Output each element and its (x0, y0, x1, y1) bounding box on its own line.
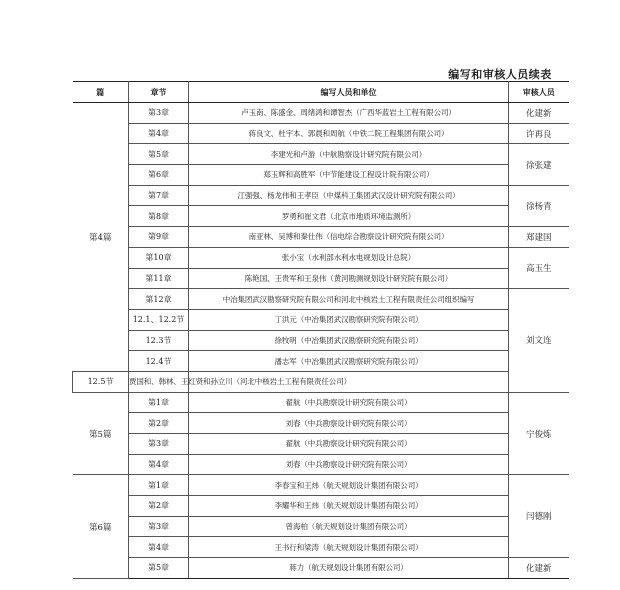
authors-cell: 徐牧明（中冶集团武汉勘察研究院有限公司） (189, 330, 509, 351)
reviewer-cell: 徐杨青 (509, 185, 569, 226)
table-row (73, 123, 569, 144)
table-row (73, 413, 569, 434)
authors-cell: 潘志军（中冶集团武汉勘察研究院有限公司） (189, 351, 509, 372)
reviewer-cell: 徐张建 (509, 144, 569, 185)
authors-cell: 郑玉辉和高胜军（中节能建设工程设计院有限公司） (189, 165, 509, 186)
authors-cell: 曾海柏（航天规划设计集团有限公司） (189, 516, 509, 537)
header-chapter: 章节 (129, 82, 189, 103)
authors-cell: 翟航（中兵勘察设计研究院有限公司） (189, 392, 509, 413)
chapter-cell: 第8章 (129, 206, 189, 227)
chapter-cell: 第9章 (129, 227, 189, 248)
authors-cell: 丁洪元（中冶集团武汉勘察研究院有限公司） (189, 309, 509, 330)
chapter-cell: 第3章 (129, 516, 189, 537)
chapter-cell: 第7章 (129, 185, 189, 206)
table-row (73, 247, 569, 268)
chapter-cell: 第6章 (129, 165, 189, 186)
authors-cell: 李春宝和王炜（航天规划设计集团有限公司） (189, 475, 509, 496)
reviewer-cell: 高玉生 (509, 247, 569, 288)
authors-cell: 贾国和、韩林、王红贤和孙立川（河北中核岩土工程有限责任公司） (129, 371, 189, 392)
table-row (73, 537, 569, 558)
reviewer-cell: 许再良 (509, 123, 569, 144)
part-cell: 第6篇 (73, 475, 129, 578)
chapter-cell: 第5章 (129, 558, 189, 579)
authors-cell: 江强强、杨龙伟和王孝臣（中煤科工集团武汉设计研究院有限公司） (189, 185, 509, 206)
table-row (73, 206, 569, 227)
table-row (73, 475, 569, 496)
table-body (73, 103, 569, 579)
authors-cell: 刘春（中兵勘察设计研究院有限公司） (189, 413, 509, 434)
chapter-cell: 第5章 (129, 144, 189, 165)
authors-cell: 卢玉南、陈盛金、周绪鸿和谭智杰（广西华蓝岩土工程有限公司） (189, 103, 509, 124)
chapter-cell: 12.5节 (73, 371, 129, 392)
chapter-cell: 第1章 (129, 392, 189, 413)
table-row (73, 289, 569, 310)
table-row (73, 516, 569, 537)
authors-cell: 翟航（中兵勘察设计研究院有限公司） (189, 434, 509, 455)
chapter-cell: 第12章 (129, 289, 189, 310)
authors-cell: 中冶集团武汉勘察研究院有限公司和河北中核岩土工程有限责任公司组织编写 (189, 289, 509, 310)
header-reviewer: 审核人员 (509, 82, 569, 103)
part-cell: 第5篇 (73, 392, 129, 475)
table-row (73, 165, 569, 186)
chapter-cell: 第4章 (129, 454, 189, 475)
authors-cell: 李耀华和王炜（航天规划设计集团有限公司） (189, 496, 509, 517)
chapter-cell: 第10章 (129, 247, 189, 268)
chapter-cell: 第2章 (129, 496, 189, 517)
table-row (73, 144, 569, 165)
table-row (73, 309, 569, 330)
chapter-cell: 12.3节 (129, 330, 189, 351)
authors-cell: 李建光和卢游（中航勘察设计研究院有限公司） (189, 144, 509, 165)
table-row (73, 351, 569, 372)
table-row (73, 103, 569, 124)
header-authors: 编写人员和单位 (189, 82, 509, 103)
table-row (73, 268, 569, 289)
table-row (73, 496, 569, 517)
table-header (73, 82, 569, 103)
chapter-cell: 12.4节 (129, 351, 189, 372)
authors-cell: 南亚林、吴博和秦仕伟（信电综合勘察设计研究院有限公司） (189, 227, 509, 248)
chapter-cell: 第1章 (129, 475, 189, 496)
part-cell: 第4篇 (73, 103, 129, 372)
table-row (73, 392, 569, 413)
reviewer-cell: 化建新 (509, 558, 569, 579)
authors-cell: 陈艳国、王贵军和王泉伟（黄河勘测规划设计研究院有限公司） (189, 268, 509, 289)
chapter-cell: 第11章 (129, 268, 189, 289)
table-row (73, 185, 569, 206)
chapter-cell: 第3章 (129, 103, 189, 124)
reviewer-cell: 刘文连 (509, 289, 569, 392)
table-row (73, 227, 569, 248)
reviewer-cell: 闫德刚 (509, 475, 569, 558)
reviewer-cell: 化建新 (509, 103, 569, 124)
authors-cell: 张小宝（水利部水利水电规划设计总院） (189, 247, 509, 268)
reviewer-cell: 宁俊炼 (509, 392, 569, 475)
authors-cell: 罗勇和崔文君（北京市地质环境监测所） (189, 206, 509, 227)
authors-cell: 蒋力（航天规划设计集团有限公司） (189, 558, 509, 579)
table-row (73, 371, 569, 392)
table-row (73, 558, 569, 579)
header-part: 篇 (73, 82, 129, 103)
chapter-cell: 第3章 (129, 434, 189, 455)
chapter-cell: 12.1、12.2节 (129, 309, 189, 330)
authors-cell: 王书行和梁涛（航天规划设计集团有限公司） (189, 537, 509, 558)
table-row (73, 434, 569, 455)
staff-table (72, 81, 569, 579)
chapter-cell: 第4章 (129, 123, 189, 144)
chapter-cell: 第2章 (129, 413, 189, 434)
reviewer-cell: 郑建国 (509, 227, 569, 248)
authors-cell: 刘春（中兵勘察设计研究院有限公司） (189, 454, 509, 475)
authors-cell: 蒋良文、杜宇本、郭晨和周航（中铁二院工程集团有限公司） (189, 123, 509, 144)
chapter-cell: 第4章 (129, 537, 189, 558)
table-row (73, 330, 569, 351)
table-row (73, 454, 569, 475)
table-title: 编写和审核人员续表 (448, 68, 552, 81)
